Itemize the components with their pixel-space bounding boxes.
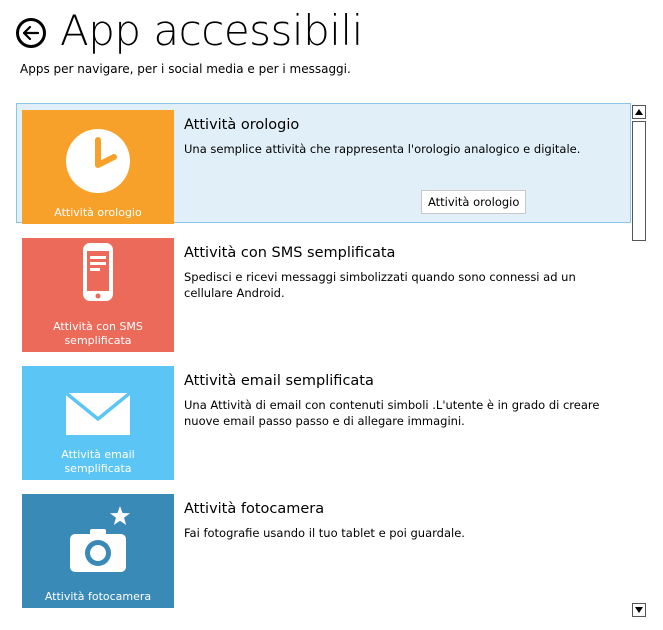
item-title: Attività con SMS semplificata <box>184 245 396 261</box>
list-item-camera[interactable] <box>16 487 630 607</box>
triangle-up-icon <box>635 109 643 115</box>
scroll-down-arrow[interactable] <box>632 603 646 617</box>
tile-label: Attività fotocamera <box>44 590 152 603</box>
open-clock-button[interactable]: Attività orologio <box>421 190 526 214</box>
list-item-clock[interactable] <box>16 103 631 223</box>
email-tile[interactable] <box>22 366 174 480</box>
back-button[interactable] <box>16 18 46 48</box>
item-description: Una semplice attività che rappresenta l'orologio analogico e digitale. <box>184 142 581 156</box>
item-title: Attività orologio <box>184 117 300 133</box>
scroll-thumb[interactable] <box>632 121 646 241</box>
page-title: App accessibili <box>60 6 363 55</box>
tile-label: Attività con SMS semplificata <box>53 320 143 347</box>
camera-tile[interactable] <box>22 494 174 608</box>
tile-label: Attività email semplificata <box>61 448 135 475</box>
header <box>16 2 363 60</box>
item-description: Fai fotografie usando il tuo tablet e poi guardale. <box>184 526 465 540</box>
vertical-scrollbar[interactable] <box>632 105 646 620</box>
list-item-email[interactable] <box>16 359 630 479</box>
list-item-sms[interactable] <box>16 231 630 351</box>
item-title: Attività email semplificata <box>184 373 374 389</box>
item-description: Una Attività di email con contenuti simboli .L'utente è in grado di creare nuove email passo passo e di allegare immagini. <box>184 398 600 428</box>
triangle-down-icon <box>635 607 643 613</box>
app-list <box>16 103 632 618</box>
clock-tile[interactable] <box>22 110 174 224</box>
item-title: Attività fotocamera <box>184 501 325 517</box>
back-arrow-icon <box>23 26 39 40</box>
page-subtitle: Apps per navigare, per i social media e per i messaggi. <box>20 62 351 76</box>
sms-tile[interactable] <box>22 238 174 352</box>
item-description: Spedisci e ricevi messaggi simbolizzati quando sono connessi ad un cellulare Android. <box>184 270 576 300</box>
scroll-up-arrow[interactable] <box>632 105 646 119</box>
tile-label: Attività orologio <box>54 206 142 219</box>
